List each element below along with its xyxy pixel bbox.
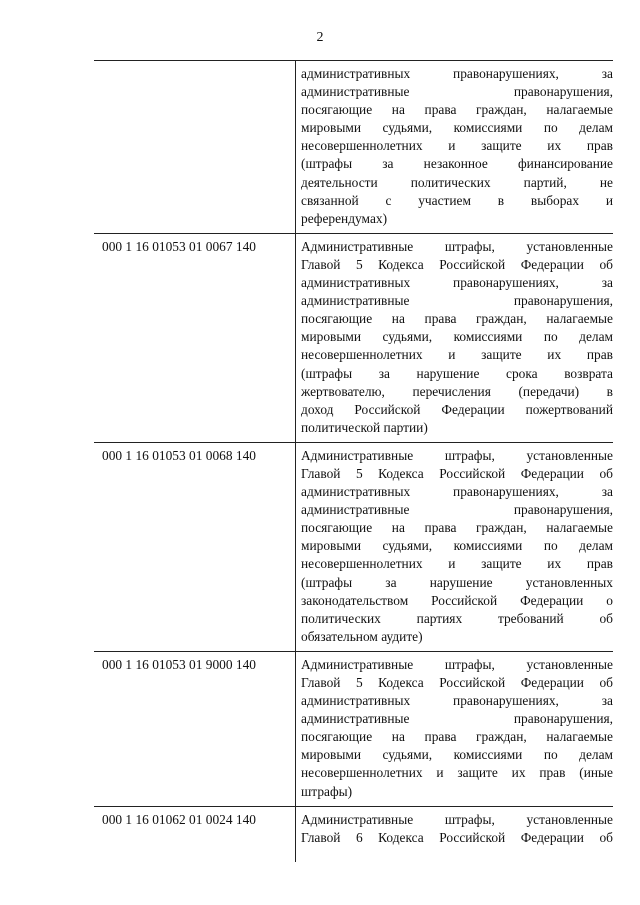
description-line: Административные штрафы, установленные: [301, 811, 613, 827]
description-line: Административные штрафы, установленные: [301, 238, 613, 254]
description-line: Главой 6 Кодекса Российской Федерации об: [301, 829, 613, 845]
description-line: политических партиях требований об: [301, 610, 613, 626]
description-line: мировыми судьями, комиссиями по делам: [301, 329, 613, 345]
description-line: (штрафы за нарушение установленных: [301, 574, 613, 590]
description-line: несовершеннолетних и защите их прав: [301, 556, 613, 572]
description-line: законодательством Российской Федерации о: [301, 592, 613, 608]
description-cell: [296, 233, 614, 442]
description-line: (штрафы за нарушение срока возврата: [301, 365, 613, 381]
description-line: Административные штрафы, установленные: [301, 447, 613, 463]
table-row: [94, 651, 613, 806]
table-row: [94, 61, 613, 234]
description-line: Административные штрафы, установленные: [301, 656, 613, 672]
description-line: Главой 5 Кодекса Российской Федерации об: [301, 465, 613, 481]
code-cell: 000 1 16 01053 01 0067 140: [94, 233, 296, 442]
description-line: административные правонарушения,: [301, 502, 613, 518]
code-cell: [94, 61, 296, 234]
code-cell: 000 1 16 01053 01 9000 140: [94, 651, 296, 806]
description-cell: [296, 806, 614, 862]
description-line: деятельности политических партий, не: [301, 174, 613, 190]
description-line: штрафы): [301, 783, 353, 799]
description-line: Главой 5 Кодекса Российской Федерации об: [301, 675, 613, 690]
description-line: (штрафы за незаконное финансирование: [301, 156, 613, 172]
description-line: несовершеннолетних и защите их прав (иные: [301, 765, 613, 781]
description-line: Главой 5 Кодекса Российской Федерации об: [301, 256, 613, 272]
description-line: административных правонарушениях, за: [301, 275, 613, 291]
description-line: административных правонарушениях, за: [301, 484, 613, 500]
code-cell: 000 1 16 01053 01 0068 140: [94, 442, 296, 651]
table-row: [94, 806, 613, 862]
table-row: [94, 442, 613, 651]
page-number: 2: [316, 30, 324, 45]
description-line: административные правонарушения,: [301, 84, 613, 100]
description-line: посягающие на права граждан, налагаемые: [301, 311, 613, 327]
description-cell: [296, 61, 614, 234]
description-line: доход Российской Федерации пожертвований: [301, 401, 613, 417]
description-line: обязательном аудите): [301, 628, 423, 644]
description-cell: [296, 651, 614, 806]
description-line: административные правонарушения,: [301, 293, 613, 309]
description-line: несовершеннолетних и защите их прав: [301, 347, 613, 363]
description-line: несовершеннолетних и защите их прав: [301, 138, 613, 154]
description-line: посягающие на права граждан, налагаемые: [301, 102, 613, 118]
description-line: административные правонарушения,: [301, 711, 613, 727]
description-line: посягающие на права граждан, налагаемые: [301, 520, 613, 536]
description-line: политической партии): [301, 419, 428, 435]
table-row: [94, 233, 613, 442]
description-cell: [296, 442, 614, 651]
description-line: мировыми судьями, комиссиями по делам: [301, 747, 613, 763]
description-line: мировыми судьями, комиссиями по делам: [301, 538, 613, 554]
description-line: референдумах): [301, 210, 388, 226]
description-line: связанной с участием в выборах и: [301, 192, 613, 208]
code-cell: 000 1 16 01062 01 0024 140: [94, 806, 296, 862]
description-line: административных правонарушениях, за: [301, 693, 613, 709]
budget-codes-table: [94, 60, 613, 862]
description-line: посягающие на права граждан, налагаемые: [301, 729, 613, 745]
description-line: жертвователю, перечисления (передачи) в: [301, 383, 613, 399]
description-line: мировыми судьями, комиссиями по делам: [301, 120, 613, 136]
description-line: административных правонарушениях, за: [301, 66, 613, 81]
